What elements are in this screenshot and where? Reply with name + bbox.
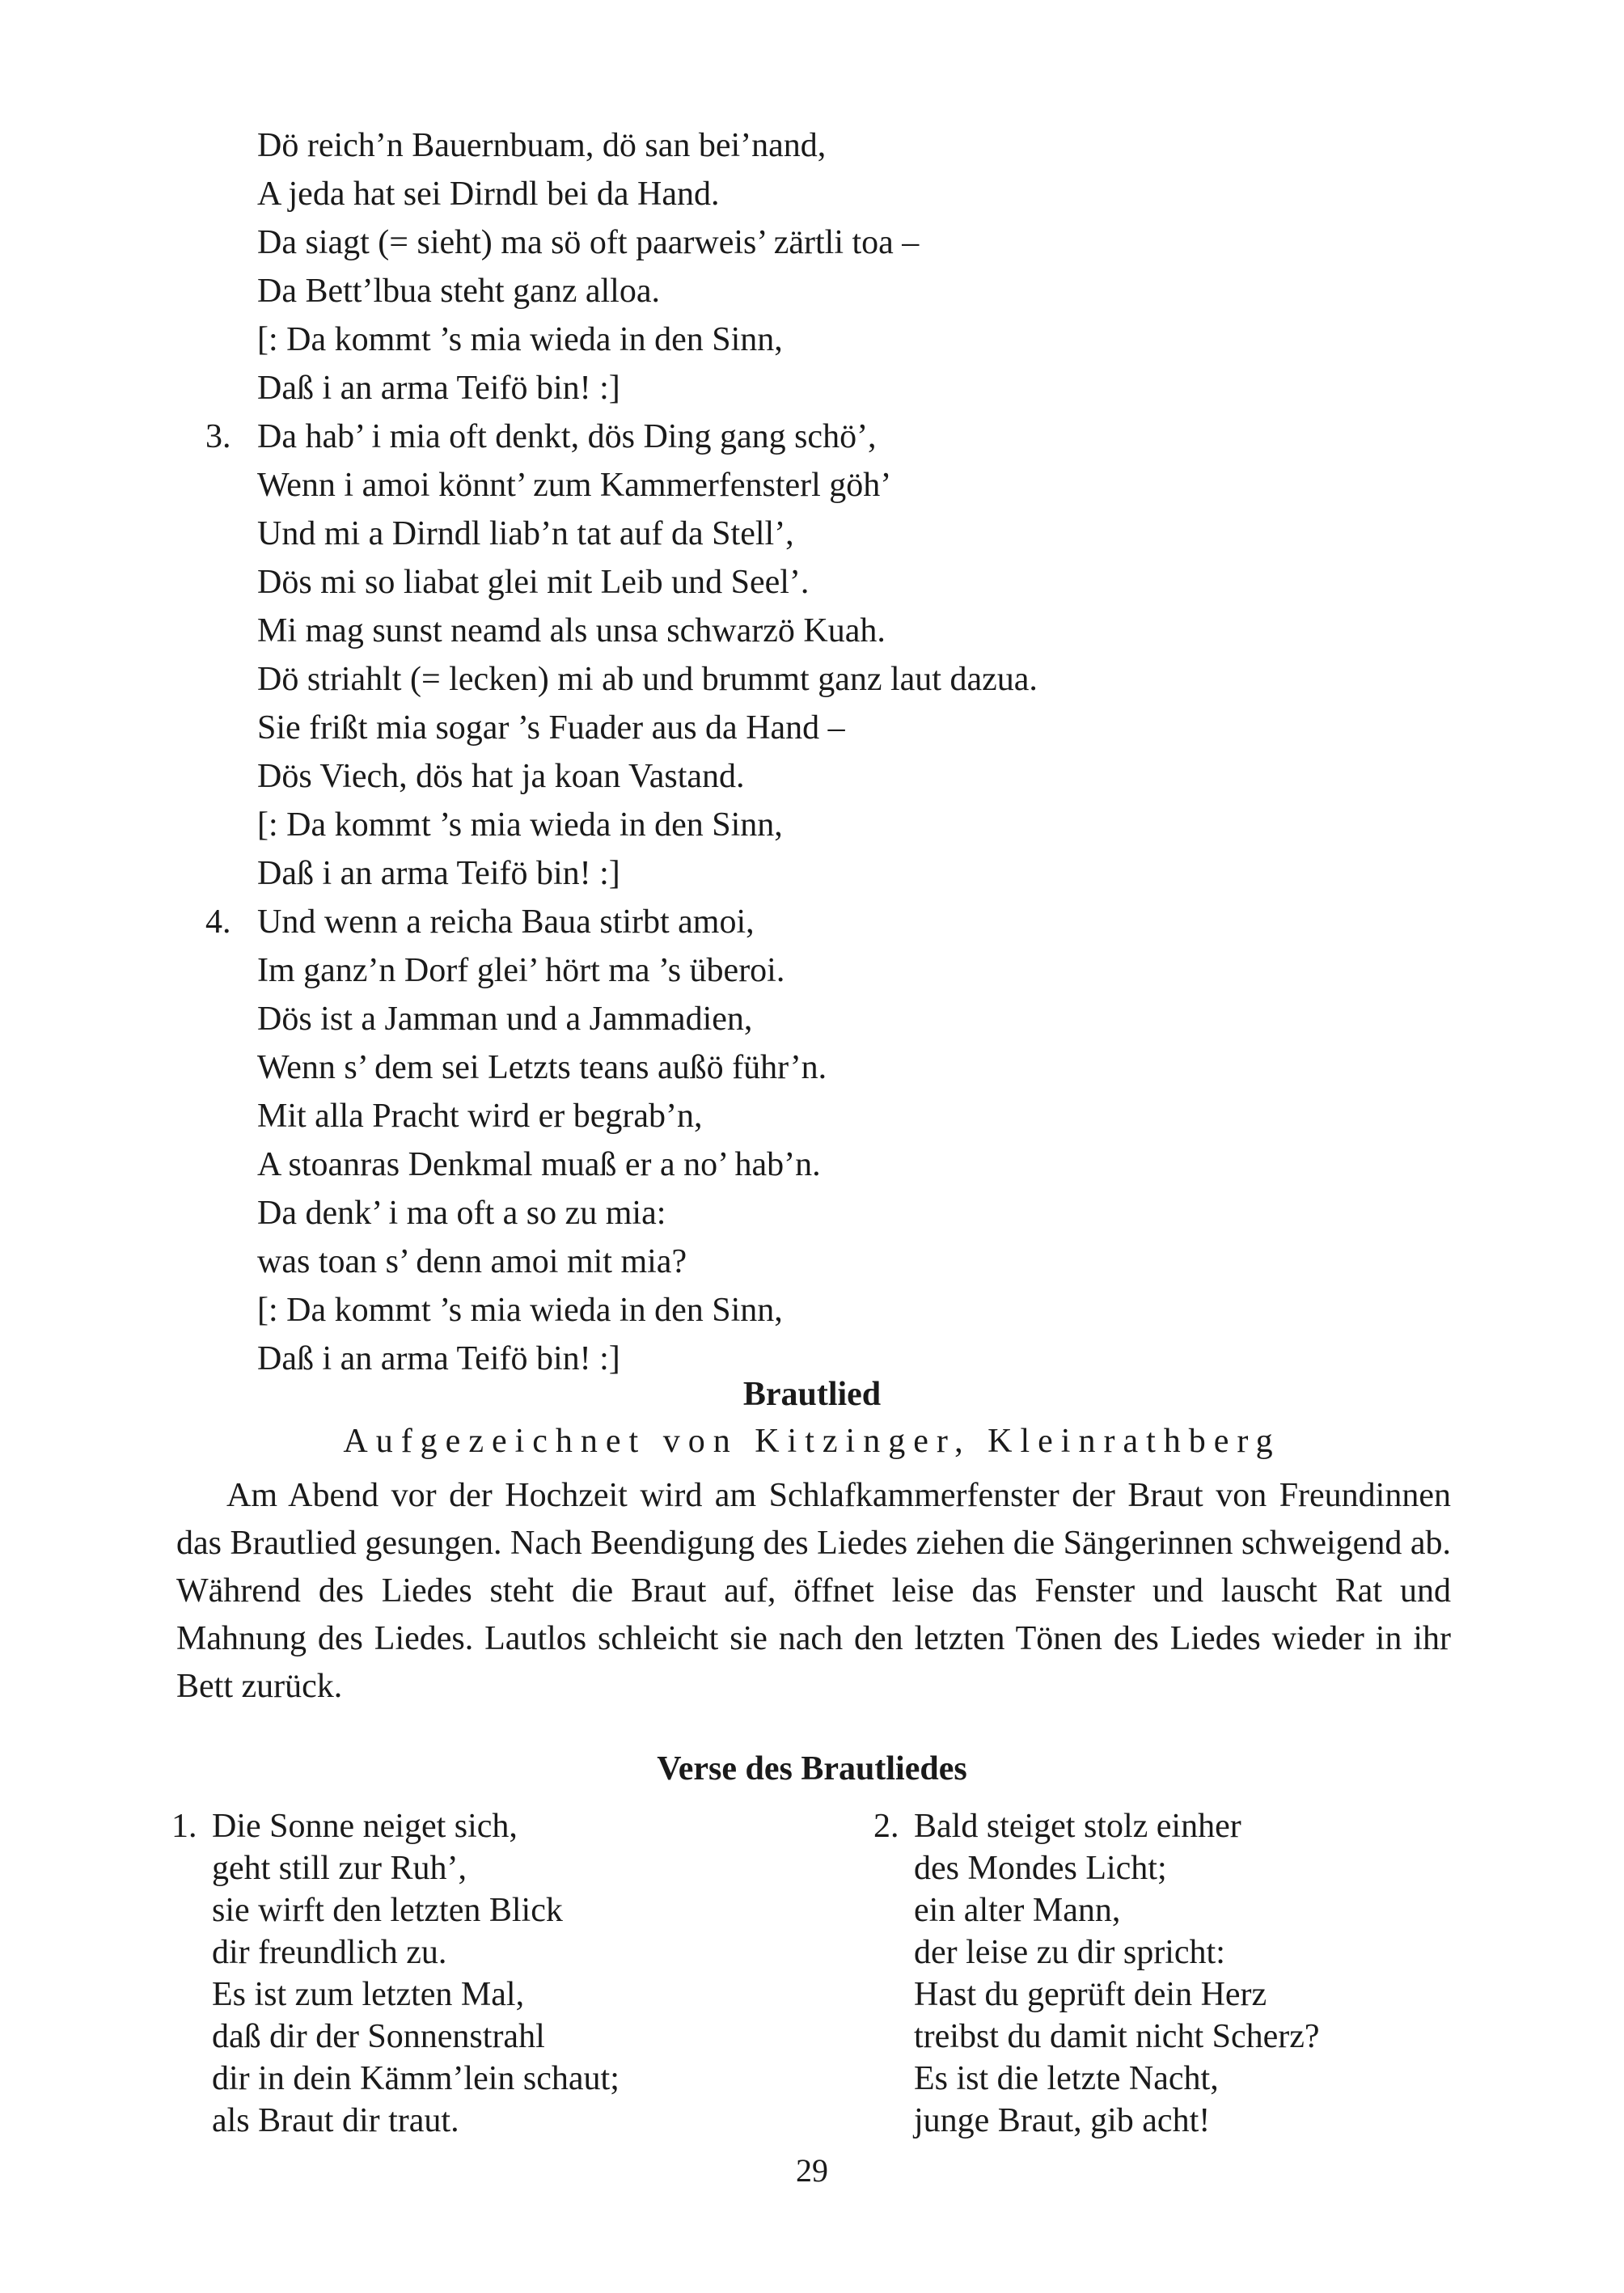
verse-text: als Braut dir traut. (212, 2102, 459, 2139)
verse-line (171, 2100, 620, 2142)
verse-line (873, 2100, 1320, 2142)
verse-line (186, 1140, 1496, 1189)
verse-line (186, 558, 1496, 607)
verse-number: 2. (873, 1808, 899, 1845)
verse-text: Dös mi so liabat glei mit Leib und Seel’. (257, 564, 810, 601)
verse-line (186, 170, 1496, 218)
verse-line (171, 1974, 620, 2016)
verse-line (171, 1805, 620, 1847)
verse-line (186, 1092, 1496, 1140)
section-subtitle: Aufgezeichnet von Kitzinger, Kleinrathberg (343, 1423, 1281, 1460)
verse-text: Und wenn a reicha Baua stirbt amoi, (257, 903, 755, 941)
verse-line (873, 2058, 1320, 2100)
verse-text: [: Da kommt ’s mia wieda in den Sinn, (257, 1292, 783, 1329)
verse-text: Mit alla Pracht wird er begrab’n, (257, 1098, 703, 1135)
verse-text: Dö striahlt (= lecken) mi ab und brummt ganz laut dazua. (257, 661, 1038, 698)
verse-line (873, 1889, 1320, 1931)
verse-line (873, 1931, 1320, 1974)
verse-line (186, 364, 1496, 412)
verse-text: geht still zur Ruh’, (212, 1850, 467, 1887)
verse-text: Da Bett’lbua steht ganz alloa. (257, 273, 660, 310)
verse-line (171, 2058, 620, 2100)
verse-line (171, 1889, 620, 1931)
verse-text: Es ist die letzte Nacht, (914, 2060, 1219, 2097)
verse-number: 4. (205, 903, 231, 941)
verse-line (873, 2016, 1320, 2058)
verse-line (186, 315, 1496, 364)
verse-number: 3. (205, 418, 231, 455)
page-number: 29 (796, 2152, 828, 2189)
verse-line (186, 1286, 1496, 1335)
verse-line (873, 1847, 1320, 1889)
verse-text: [: Da kommt ’s mia wieda in den Sinn, (257, 806, 783, 844)
verse-text: Da hab’ i mia oft denkt, dös Ding gang schö’, (257, 418, 877, 455)
verse-line (171, 1931, 620, 1974)
verse-line (186, 655, 1496, 704)
verse-column-left (171, 1805, 620, 2142)
verse-number: 1. (171, 1808, 197, 1845)
section-description (176, 1472, 1451, 1711)
verse-text: Es ist zum letzten Mal, (212, 1976, 525, 2013)
verse-text: Daß i an arma Teifö bin! :] (257, 855, 620, 892)
verse-text: Im ganz’n Dorf glei’ hört ma ’s überoi. (257, 952, 785, 989)
verse-line (171, 2016, 620, 2058)
verses-title: Verse des Brautliedes (657, 1750, 967, 1787)
section-title: Brautlied (742, 1376, 882, 1413)
verse-line (186, 801, 1496, 849)
verse-text: dir in dein Kämm’lein schaut; (212, 2060, 620, 2097)
verse-text: der leise zu dir spricht: (914, 1934, 1225, 1971)
verse-text: daß dir der Sonnenstrahl (212, 2018, 545, 2055)
verse-text: Hast du geprüft dein Herz (914, 1976, 1267, 2013)
verse-text: dir freundlich zu. (212, 1934, 447, 1971)
verse-line (186, 607, 1496, 655)
verse-line (171, 1847, 620, 1889)
verse-text: A stoanras Denkmal muaß er a no’ hab’n. (257, 1146, 821, 1183)
verse-line (873, 1805, 1320, 1847)
verse-line (186, 510, 1496, 558)
verse-text: Und mi a Dirndl liab’n tat auf da Stell’, (257, 515, 794, 552)
verse-text: Dös Viech, dös hat ja koan Vastand. (257, 758, 745, 795)
verse-text: Daß i an arma Teifö bin! :] (257, 1340, 620, 1377)
verse-line (873, 1974, 1320, 2016)
song-verses-continued (186, 121, 1496, 1383)
description-paragraph: Am Abend vor der Hochzeit wird am Schlafkammerfenster der Braut von Freundinnen das Brautlied gesungen. Nach Beendigung des Liedes ziehen die Sängerinnen schweigend ab. Während des Liedes steht die Braut auf, öffnet leise das Fenster und lauscht Rat und Mahnung des Liedes. Lautlos schleicht sie nach den letzten Tönen des Liedes wieder in ihr Bett zurück. (176, 1477, 1451, 1705)
verse-line (186, 995, 1496, 1043)
verse-column-right (873, 1805, 1320, 2142)
verse-text: Dö reich’n Bauernbuam, dö san bei’nand, (257, 127, 827, 164)
verse-text: sie wirft den letzten Blick (212, 1892, 563, 1929)
verse-line (186, 704, 1496, 752)
verse-line (186, 752, 1496, 801)
verse-line (186, 218, 1496, 267)
verse-line (186, 1237, 1496, 1286)
verse-line (186, 267, 1496, 315)
verse-line (186, 121, 1496, 170)
verse-text: junge Braut, gib acht! (914, 2102, 1211, 2139)
verse-line (186, 461, 1496, 510)
verse-text: Daß i an arma Teifö bin! :] (257, 370, 620, 407)
verse-line (186, 1189, 1496, 1237)
verse-text: Dös ist a Jamman und a Jammadien, (257, 1001, 753, 1038)
verse-text: Bald steiget stolz einher (914, 1808, 1241, 1845)
verse-text: treibst du damit nicht Scherz? (914, 2018, 1320, 2055)
verse-text: Sie frißt mia sogar ’s Fuader aus da Hand – (257, 709, 845, 747)
verse-text: A jeda hat sei Dirndl bei da Hand. (257, 176, 720, 213)
verse-text: Da siagt (= sieht) ma sö oft paarweis’ zärtli toa – (257, 224, 920, 261)
verse-line (186, 1043, 1496, 1092)
verse-text: Mi mag sunst neamd als unsa schwarzö Kuah. (257, 612, 886, 649)
verse-text: was toan s’ denn amoi mit mia? (257, 1243, 687, 1280)
verse-text: ein alter Mann, (914, 1892, 1121, 1929)
verse-text: des Mondes Licht; (914, 1850, 1167, 1887)
verse-text: Wenn s’ dem sei Letzts teans außö führ’n. (257, 1049, 827, 1086)
verse-line (186, 849, 1496, 898)
verse-text: Die Sonne neiget sich, (212, 1808, 518, 1845)
verse-line (186, 412, 1496, 461)
verse-text: Wenn i amoi könnt’ zum Kammerfensterl göh’ (257, 467, 892, 504)
verse-text: Da denk’ i ma oft a so zu mia: (257, 1195, 666, 1232)
verse-line (186, 898, 1496, 946)
verse-line (186, 946, 1496, 995)
verse-text: [: Da kommt ’s mia wieda in den Sinn, (257, 321, 783, 358)
